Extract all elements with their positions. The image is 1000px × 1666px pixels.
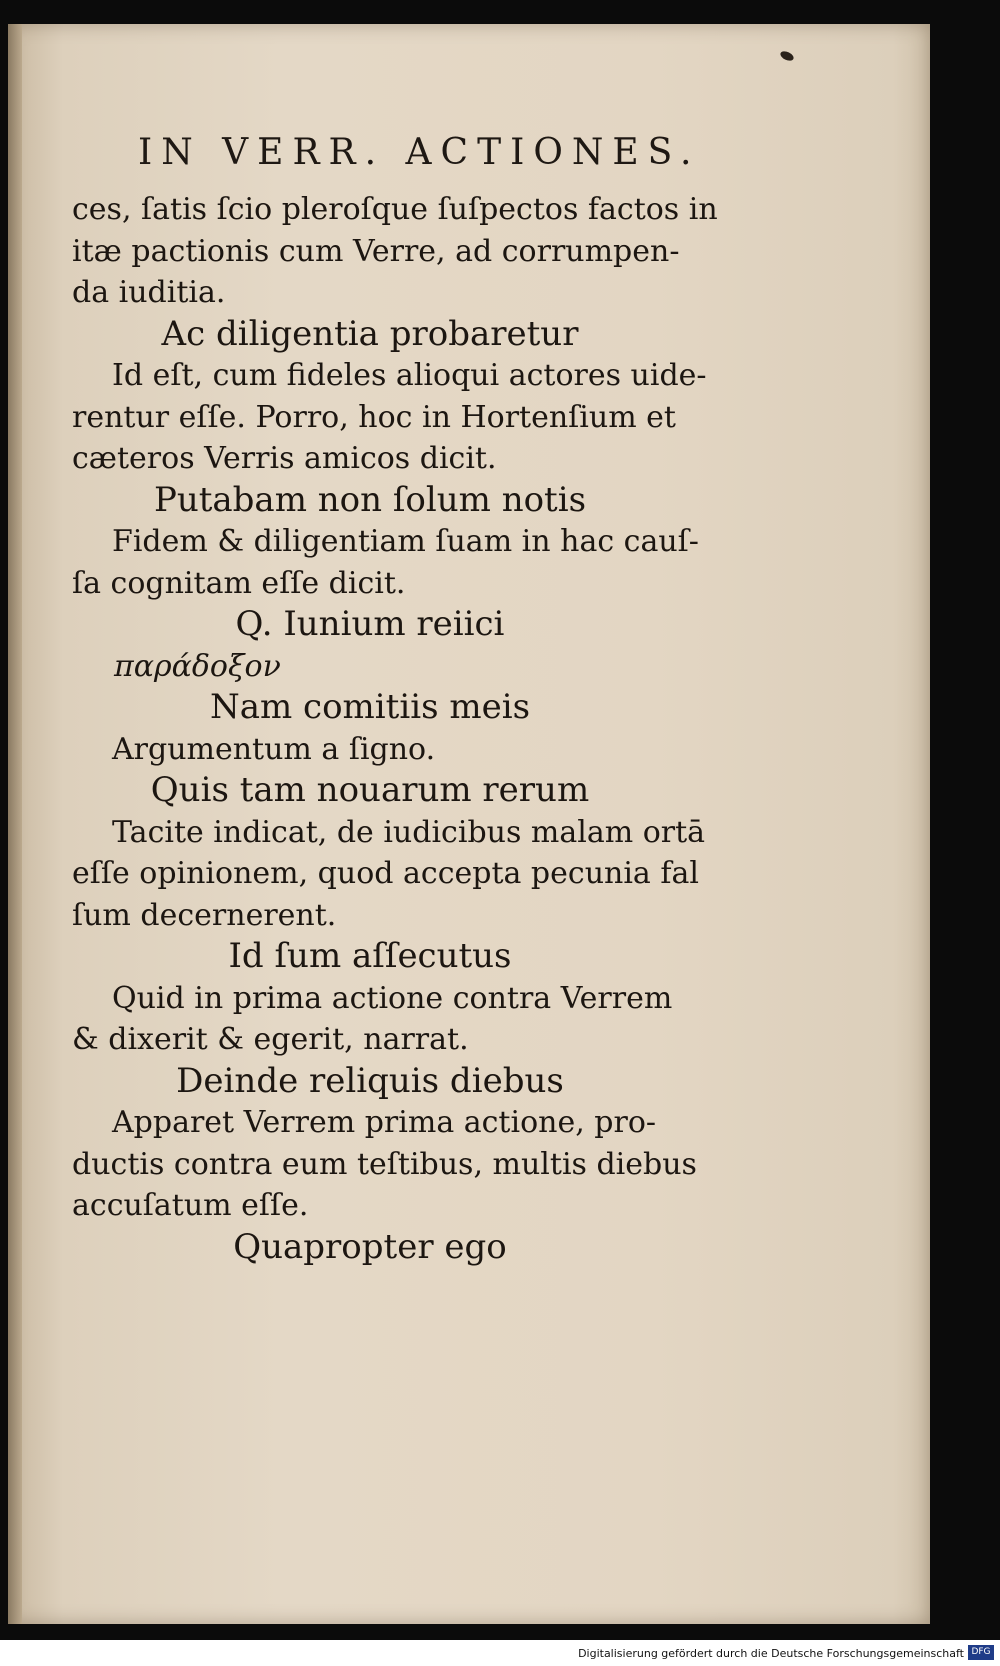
text-line: eſſe opinionem, quod accepta pecunia fal (72, 856, 699, 891)
text-line: & dixerit & egerit, narrat. (72, 1022, 469, 1057)
commentary-text (72, 189, 728, 1268)
text-line: Id eſt, cum fideles alioqui actores uide- (112, 358, 707, 393)
greek-line: παράδοξον (114, 648, 281, 684)
text-line: Fidem & diligentiam ſuam in hac cauſ- (112, 524, 699, 559)
funding-credit: Digitalisierung gefördert durch die Deutsche Forschungsgemeinschaft (578, 1647, 964, 1660)
lemma-heading: Putabam non ſolum notis (153, 479, 587, 520)
page-spine-shadow (8, 24, 22, 1624)
book-page (8, 24, 930, 1624)
lemma-heading: Id ſum aſſecutus (228, 936, 512, 976)
lemma-heading: Nam comitiis meis (209, 687, 531, 727)
digitization-footer (0, 1640, 1000, 1666)
text-line: Quid in prima actione contra Verrem (112, 980, 673, 1016)
lemma-heading: Quis tam nouarum rerum (150, 770, 590, 810)
lemma-heading: Q. Iunium reiici (235, 604, 505, 644)
text-line: ces, ſatis ſcio pleroſque ſuſpectos factos in (72, 192, 718, 227)
text-line: itæ pactionis cum Verre, ad corrumpen- (72, 233, 680, 269)
dfg-logo: DFG (968, 1645, 994, 1660)
text-line: da iuditia. (72, 275, 226, 310)
lemma-heading: Deinde reliquis diebus (176, 1060, 564, 1101)
ink-blot-mark (779, 49, 795, 62)
text-line: Apparet Verrem prima actione, pro- (112, 1105, 657, 1140)
text-line: accuſatum eſſe. (72, 1188, 309, 1223)
lemma-heading: Ac diligentia probaretur (161, 313, 579, 354)
text-line: ductis contra eum teſtibus, multis diebus (72, 1146, 697, 1182)
running-header: IN VERR. ACTIONES. (138, 132, 701, 173)
text-line: ſum decernerent. (72, 897, 337, 933)
text-line: Argumentum a ſigno. (112, 731, 436, 767)
text-line: ſa cognitam eſſe dicit. (72, 565, 406, 601)
text-line: Tacite indicat, de iudicibus malam ortā (112, 814, 706, 850)
lemma-heading: Quapropter ego (233, 1226, 507, 1267)
text-line: cæteros Verris amicos dicit. (72, 441, 497, 476)
text-line: rentur eſſe. Porro, hoc in Hortenſium et (72, 399, 676, 435)
